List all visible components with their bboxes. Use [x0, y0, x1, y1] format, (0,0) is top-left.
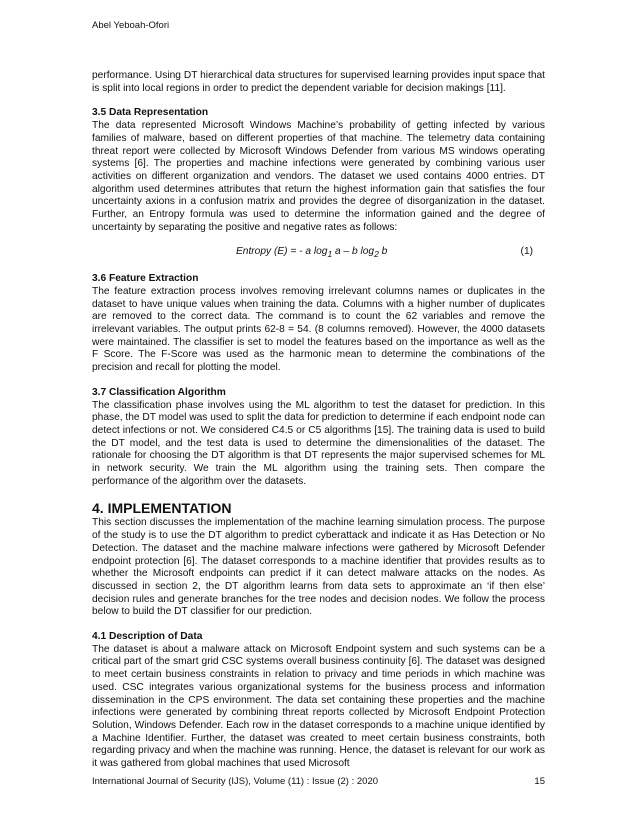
- journal-citation: International Journal of Security (IJS), Volume (11) : Issue (2) : 2020: [92, 776, 379, 787]
- equation-sub-2: 2: [374, 249, 379, 260]
- page-footer: [92, 776, 545, 787]
- equation-lhs: Entropy (E) = - a log: [236, 246, 328, 258]
- section-3-7-heading: 3.7 Classification Algorithm: [92, 386, 226, 398]
- equation-formula: [236, 246, 387, 261]
- running-header-author: Abel Yeboah-Ofori: [92, 20, 170, 31]
- section-3-7-paragraph: The classification phase involves using the ML algorithm to test the dataset for prediction. In this phase, the DT model was used to split the data for prediction to determine if each endpoint node can detect infections or not. We considered C4.5 or C5 algorithms [15]. The training data is used to build the DT model, and the test data is used to determine the dimensionalities of the dataset. The rationale for choosing the DT algorithm is that DT represents the major supervised schemes for ML in network security. We train the ML algorithm using the training sets. Then compare the performance of the algorithm over the datasets.: [92, 399, 545, 487]
- equation-mid: a – b log: [332, 246, 375, 258]
- section-4-heading: 4. IMPLEMENTATION: [92, 500, 232, 517]
- entropy-equation: [92, 246, 545, 261]
- equation-rhs: b: [378, 246, 388, 258]
- intro-paragraph: performance. Using DT hierarchical data structures for supervised learning provides input space that is split into local regions in order to predict the dependent variable for decision makings [11].: [92, 70, 545, 94]
- equation-number: (1): [520, 246, 533, 258]
- section-3-5-heading: 3.5 Data Representation: [92, 107, 209, 119]
- section-3-6-heading: 3.6 Feature Extraction: [92, 273, 199, 285]
- section-4-paragraph: This section discusses the implementation of the machine learning simulation process. The purpose of the study is to use the DT algorithm to predict cyberattack and indicate it as Has Detection or No Detection. The dataset and the machine malware infections were gathered by Microsoft Defender endpoint protection [6]. The dataset corresponds to a machine identifier that provides results as to whether the Microsoft endpoints can predict if it can detect malware attacks on the nodes. As discussed in section 2, the DT algorithm learns from data sets to approximate an ‘if then else’ decision rules and generate branches for the tree nodes and decision nodes. We follow the process below to build the DT classifier for our prediction.: [92, 517, 545, 618]
- equation-sub-1: 1: [327, 249, 333, 260]
- section-4-1-heading: 4.1 Description of Data: [92, 631, 203, 643]
- page-body: [92, 70, 545, 783]
- section-3-6-paragraph: The feature extraction process involves removing irrelevant columns names or duplicates in the dataset to have unique values when training the data. Columns with a higher number of duplicates are removed to the correct data. The command is to count the 62 variables and remove the irrelevant variables. The output prints 62-8 = 54. (8 columns removed). However, the 4000 datasets were maintained. The classifier is set to model the features based on the importance as well as the F Score. The F-Score was used as the harmonic mean to determine the combinations of the precision and recall for plotting the model.: [92, 285, 545, 374]
- section-3-5-paragraph: The data represented Microsoft Windows Machine’s probability of getting infected by various families of malware, based on different properties of that machine. The telemetry data containing threat report were collected by Microsoft Windows Defender from various MS windows operating systems [6]. The properties and machine infections were generated by combining various user activities on different organization and vendors. The dataset we used contains 4000 entries. DT algorithm used determines attributes that return the highest information gain that satisfies the four uncertainty axions in a confusion matrix and provides the degree of disorganization in the dataset. Further, an Entropy formula was used to determine the information gained and the degree of uncertainty by separating the positive and negative rates as follows:: [92, 120, 545, 233]
- page-number: 15: [534, 776, 545, 787]
- section-4-1-paragraph: The dataset is about a malware attack on Microsoft Endpoint system and such systems can be a critical part of the smart grid CSC systems overall business continuity [6]. The dataset was designed to meet certain business constraints in relation to privacy and time periods in which machine was used. CSC integrates various organizational systems for the business process and information dissemination in the CPS environment. The data set containing these properties and the machine infections were generated by combining threat reports collected by Microsoft Endpoint Protection Solution, Windows Defender. Each row in the dataset corresponds to a machine unique identified by a Machine Identifier. Further, the dataset was created to meet certain business constraints, both regarding privacy and when the machine was running. Hence, the dataset is relevant for our work as it was gathered from global machines that used Microsoft: [92, 643, 545, 770]
